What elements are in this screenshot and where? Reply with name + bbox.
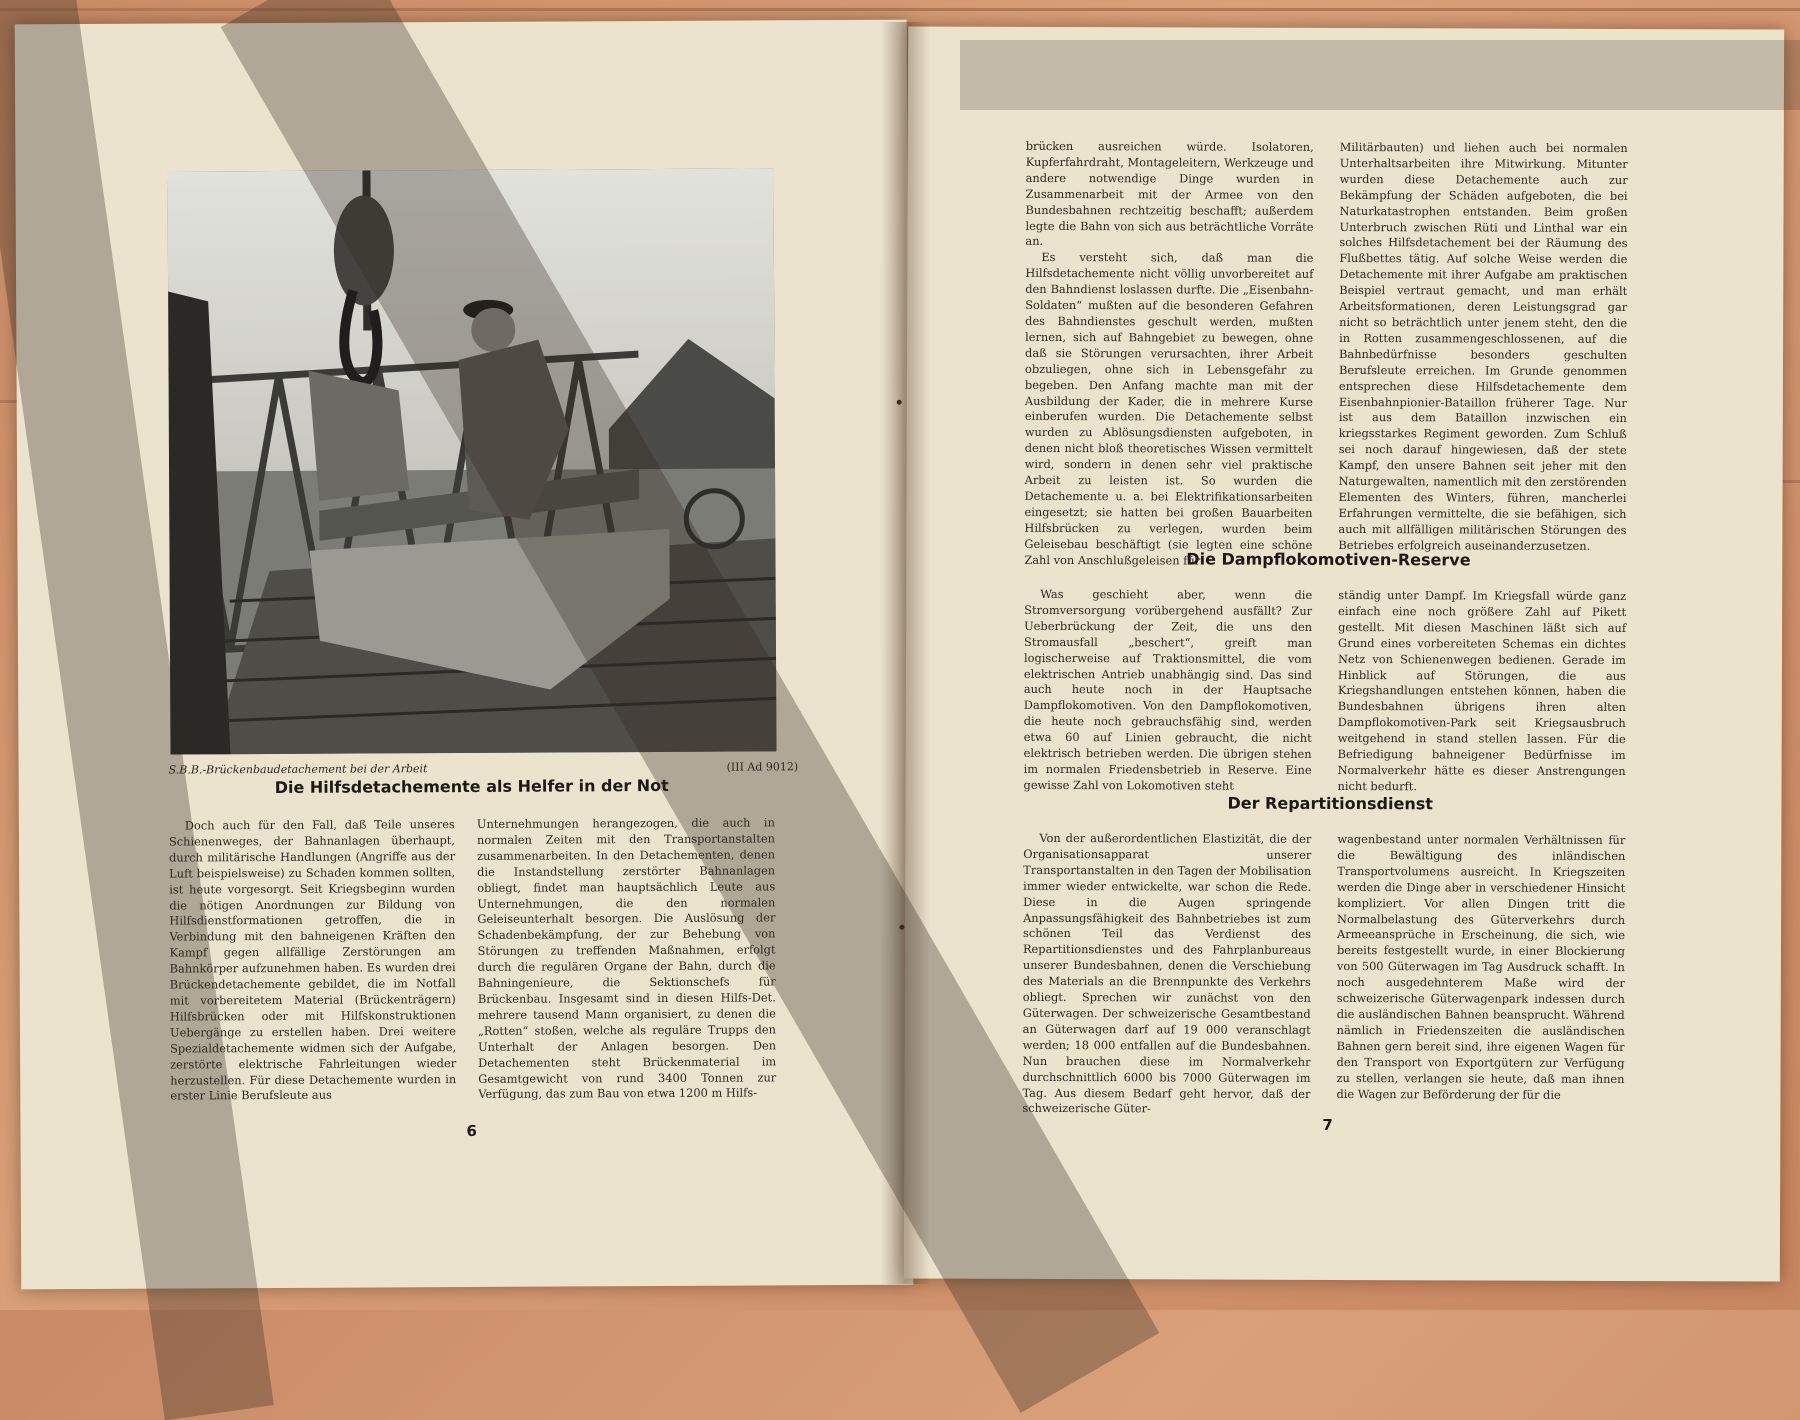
text-column-2 bbox=[1338, 588, 1627, 796]
text-column-2 bbox=[477, 815, 776, 1103]
left-page bbox=[15, 20, 914, 1290]
staple bbox=[897, 400, 902, 405]
page-number: 7 bbox=[1322, 1115, 1333, 1134]
paragraph: Unternehmungen herangezogen, die auch in normalen Zeiten mit den Transportanstalten zusammenarbeiten. In den Detachementen, denen die Instandstellung zerstörter Bahnanlagen obliegt, findet man hauptsächlich Leute aus Unternehmungen, die den normalen Geleiseunterhalt besorgen. Die Auslösung der Schadenbekämpfung, der zur Behebung von Störungen zu treffenden Maßnahmen, erfolgt durch die regulären Organe der Bahn, durch die Bahningenieure, die Sektionschefs für Brückenbau. Insgesamt sind in diesen Hilfs-Det. mehrere tausend Mann organisiert, zu denen die „Rotten“ stoßen, welche als reguläre Trupps den Unterhalt der Anlagen besorgen. Den Detachementen steht Brückenmaterial im Gesamtgewicht von rund 3400 Tonnen zur Verfügung, das zum Bau von etwa 1200 m Hilfs- bbox=[476, 815, 777, 1102]
text-column-1 bbox=[169, 817, 456, 1105]
photo-caption: S.B.B.-Brückenbaudetachement bei der Arbeit bbox=[168, 762, 428, 777]
text-column-2 bbox=[1338, 140, 1627, 555]
section-heading: Die Hilfsdetachemente als Helfer in der Not bbox=[274, 775, 669, 797]
staple bbox=[899, 925, 904, 930]
right-page bbox=[904, 26, 1784, 1281]
section-heading: Die Dampflokomotiven-Reserve bbox=[1186, 549, 1471, 570]
section-heading: Der Repartitionsdienst bbox=[1227, 793, 1433, 814]
page-number: 6 bbox=[466, 1121, 477, 1140]
bridge-workers-photo bbox=[167, 168, 776, 754]
paragraph: Militärbauten) und liehen auch bei normalen Unterhaltsarbeiten ihre Mitwirkung. Mitunter wurden diese Detachemente auch zur Bekämpfung der Schäden aufgeboten, die bei Naturkatastrophen entstanden. Beim großen Unterbruch zwischen Rüti und Linthal war ein solches Hilfsdetachement bei der Räumung des Flußbettes tätig. Auf solche Weise werden die Detachemente mit ihrer Aufgabe am praktischen Beispiel vertraut gemacht, und man erhält Arbeitsformationen, deren Leistungsgrad gar nicht so beträchtlich unter jenem steht, den die in Rotten zusammengeschlossenen, auf die Bahnbedürfnisse besonders geschulten Berufsleute erreichen. Im Grunde genommen entsprechen diese Hilfsdetachemente dem Eisenbahnpionier-Bataillon früherer Tage. Nur ist aus dem Bataillon inzwischen ein kriegsstarkes Regiment geworden. Zum Schluß sei noch darauf hingewiesen, daß der stete Kampf, den unsere Bahnen seit jeher mit den Naturgewalten, namentlich mit den zerstörenden Elementen des Winters, führen, mancherlei Erfahrungen vermittelte, die sie befähigen, sich auch mit allfälligen militärischen Störungen des Betriebes erfolgreich auseinanderzusetzen. bbox=[1338, 139, 1628, 553]
floor-tile-seam bbox=[0, 8, 1800, 11]
paragraph: Es versteht sich, daß man die Hilfsdetachemente nicht völlig unvorbereitet auf den Bahndienst loslassen durfte. Die „Eisenbahn-Soldaten“ mußten auf die besonderen Gefahren des Bahndienstes geschult werden, mußten lernen, sich auf Bahngebiet zu bewegen, ohne daß sie Störungen verursachten, ihrer Arbeit obzuliegen, ohne sich in Lebensgefahr zu begeben. Den Anfang machte man mit der Ausbildung der Kader, die in mehrere Kurse einberufen wurden. Die Detachemente selbst wurden zu Ablösungsdiensten aufgeboten, in denen nicht bloß theoretisches Wissen vermittelt wird, sondern in denen sehr viel praktische Arbeit zu leisten ist. So wurden die Detachemente u. a. bei Elektrifikationsarbeiten eingesetzt; sie hatten bei großen Bauarbeiten Hilfsbrücken zu verlegen, wurden beim Geleisebau beschäftigt (sie legten eine schöne Zahl von Anschlußgeleisen für bbox=[1024, 250, 1314, 568]
text-column-1 bbox=[1024, 139, 1313, 569]
text-column-1 bbox=[1024, 587, 1313, 795]
paragraph: ständig unter Dampf. Im Kriegsfall würde ganz einfach eine noch größere Zahl auf Pikett gestellt. Mit diesen Maschinen läßt sich auf Grund eines vorbereiteten Schemas ein dichtes Netz von Schienenwegen bedienen. Gerade im Hinblick auf Störungen, die aus Kriegshandlungen entstehen können, haben die Bundesbahnen übrigens ihren alten Dampflokomotiven-Park seit Kriegsausbruch weitgehend in stand stellen lassen. Für die Befriedigung bahneigener Bedürfnisse im Normalverkehr hätte es dieser Anstrengungen nicht bedurft. bbox=[1337, 587, 1627, 794]
text-column-1 bbox=[1022, 831, 1311, 1118]
paragraph: Von der außerordentlichen Elastizität, die der Organisationsapparat unserer Transportanstalten in den Tagen der Mobilisation immer wieder entwickelte, war schon die Rede. Diese in die Augen springende Anpassungsfähigkeit des Bahnbetriebes ist zum schönen Teil das Verdienst des Repartitionsdienstes und des Fahrplanbureaus unserer Bundesbahnen, denen die Verschiebung des Materials an die Brennpunkte des Verkehrs obliegt. Sprechen wir zunächst von den Güterwagen. Der schweizerische Gesamtbestand an Güterwagen darf auf 19 000 veranschlagt werden; 18 000 entfallen auf die Bundesbahnen. Nun brauchen diese im Normalverkehr durchschnittlich 6000 bis 7000 Güterwagen im Tag. Aus diesem Bedarf geht hervor, daß der schweizerische Güter- bbox=[1022, 830, 1312, 1116]
paragraph: Was geschieht aber, wenn die Stromversorgung vorübergehend ausfällt? Zur Ueberbrückung der Zeit, die uns den Stromausfall „beschert“, greift man logischerweise auf Traktionsmittel, die vom elektrischen Antrieb unabhängig sind. Das sind auch heute noch in der Hauptsache Dampflokomotiven. Von den Dampflokomotiven, die heute noch gebrauchsfähig sind, werden etwa 60 auf Linien gebraucht, die nicht elektrisch betrieben werden. Die übrigen stehen im normalen Friedensbetrieb in Reserve. Eine gewisse Zahl von Lokomotiven steht bbox=[1023, 586, 1313, 793]
photo-credit: (III Ad 9012) bbox=[726, 760, 799, 774]
text-column-2 bbox=[1336, 832, 1625, 1103]
paragraph: brücken ausreichen würde. Isolatoren, Kupferfahrdraht, Montageleitern, Werkzeuge und andere notwendige Dinge wurden in Zusammenarbeit mit der Armee von den Bundesbahnen rechtzeitig beschafft; außerdem legte die Bahn von sich aus beträchtliche Vorräte an. bbox=[1025, 138, 1314, 249]
paragraph: Doch auch für den Fall, daß Teile unseres Schienenweges, der Bahnanlagen überhaupt, durch militärische Handlungen (Angriffe aus der Luft beispielsweise) zu Schaden kommen sollten, ist heute vorgesorgt. Seit Kriegsbeginn wurden die nötigen Anordnungen zur Bildung von Hilfsdienstformationen getroffen, die in Verbindung mit den bahneigenen Kräften den Kampf gegen allfällige Zerstörungen am Bahnkörper aufzunehmen haben. Es wurden drei Brückendetachemente gebildet, die im Notfall mit vorbereitetem Material (Brückenträgern) Hilfsbrücken oder mit Hilfskonstruktionen Uebergänge zu erstellen haben. Drei weitere Spezialdetachemente widmen sich der Aufgabe, zerstörte elektrische Fahrleitungen wieder herzustellen. Für diese Detachemente wurden in erster Linie Berufsleute aus bbox=[168, 817, 457, 1103]
paragraph: wagenbestand unter normalen Verhältnissen für die Bewältigung des inländischen Transportvolumens ausreicht. In Kriegszeiten werden die Dinge aber in verschiedener Hinsicht kompliziert. Vor allen Dingen tritt die Normalbelastung des Güterverkehrs durch Armeeansprüche in Erscheinung, die sich, wie bereits festgestellt wurde, in einer Blockierung von 500 Güterwagen im Tag Ausdruck schafft. In noch ausgedehnterem Maße wird der schweizerische Güterwagenpark indessen durch die ausländischen Bahnen beansprucht. Während nämlich in Friedenszeiten die ausländischen Bahnen gern bereit sind, ihre eigenen Wagen für den Transport von Exportgütern zur Verfügung zu stellen, verlangen sie heute, daß man ihnen die Wagen zur Beförderung der für die bbox=[1336, 831, 1626, 1102]
floor-tile-seam bbox=[1780, 480, 1800, 483]
